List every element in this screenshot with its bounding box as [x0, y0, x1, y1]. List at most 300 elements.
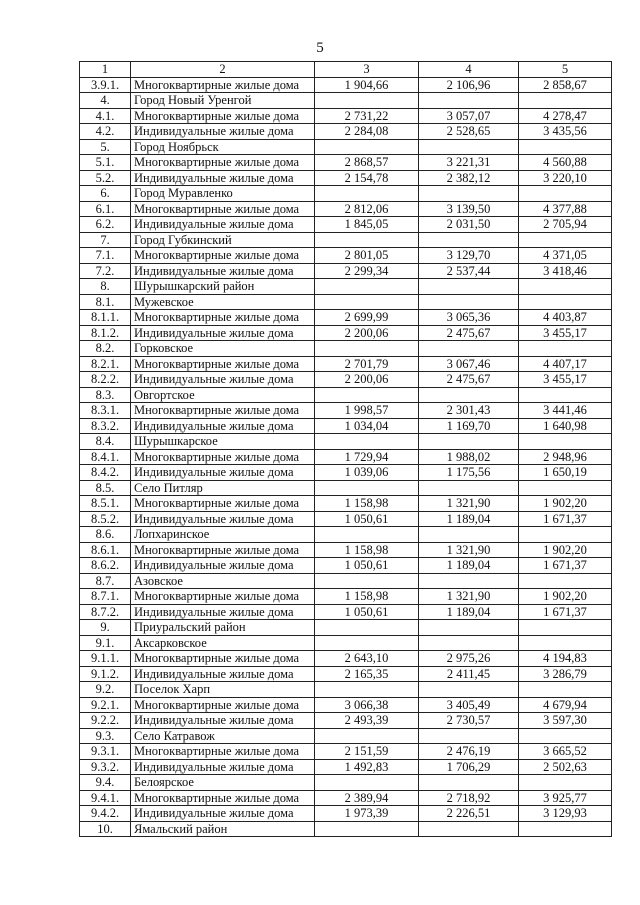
table-row — [80, 186, 612, 202]
row-number-cell: 8.7.1. — [80, 589, 131, 605]
table-row — [80, 573, 612, 589]
value-cell-col3: 2 701,79 — [315, 356, 419, 372]
row-name-cell: Индивидуальные жилые дома — [131, 217, 315, 233]
row-number-cell: 10. — [80, 821, 131, 837]
value-cell-col5 — [519, 775, 612, 791]
value-cell-col3 — [315, 728, 419, 744]
value-cell-col5 — [519, 387, 612, 403]
value-cell-col3: 1 050,61 — [315, 604, 419, 620]
value-cell-col5 — [519, 93, 612, 109]
value-cell-col5: 4 679,94 — [519, 697, 612, 713]
table-row — [80, 279, 612, 295]
row-number-cell: 7.1. — [80, 248, 131, 264]
row-number-cell: 8.2.1. — [80, 356, 131, 372]
value-cell-col5: 4 403,87 — [519, 310, 612, 326]
table-row — [80, 325, 612, 341]
row-name-cell: Многоквартирные жилые дома — [131, 155, 315, 171]
value-cell-col4: 3 067,46 — [419, 356, 519, 372]
value-cell-col4: 2 975,26 — [419, 651, 519, 667]
value-cell-col4 — [419, 821, 519, 837]
value-cell-col5 — [519, 620, 612, 636]
row-name-cell: Индивидуальные жилые дома — [131, 558, 315, 574]
table-row — [80, 294, 612, 310]
value-cell-col5: 3 286,79 — [519, 666, 612, 682]
value-cell-col4: 1 189,04 — [419, 511, 519, 527]
table-row — [80, 356, 612, 372]
row-number-cell: 8.4.1. — [80, 449, 131, 465]
value-cell-col4 — [419, 93, 519, 109]
row-name-cell: Мужевское — [131, 294, 315, 310]
value-cell-col4: 2 475,67 — [419, 325, 519, 341]
value-cell-col3: 1 158,98 — [315, 589, 419, 605]
table-row — [80, 682, 612, 698]
table-row — [80, 511, 612, 527]
row-name-cell: Индивидуальные жилые дома — [131, 759, 315, 775]
row-number-cell: 3.9.1. — [80, 77, 131, 93]
row-name-cell: Поселок Харп — [131, 682, 315, 698]
page-number: 5 — [316, 40, 324, 56]
value-cell-col4: 1 321,90 — [419, 496, 519, 512]
value-cell-col5: 3 418,46 — [519, 263, 612, 279]
row-number-cell: 8.3.1. — [80, 403, 131, 419]
table-row — [80, 170, 612, 186]
row-name-cell: Аксарковское — [131, 635, 315, 651]
row-number-cell: 8.5.1. — [80, 496, 131, 512]
row-number-cell: 7. — [80, 232, 131, 248]
row-name-cell: Многоквартирные жилые дома — [131, 77, 315, 93]
row-number-cell: 9.4.2. — [80, 806, 131, 822]
value-cell-col5: 2 858,67 — [519, 77, 612, 93]
value-cell-col3: 1 158,98 — [315, 496, 419, 512]
row-name-cell: Приуральский район — [131, 620, 315, 636]
value-cell-col3: 2 284,08 — [315, 124, 419, 140]
value-cell-col3: 2 801,05 — [315, 248, 419, 264]
value-cell-col5 — [519, 682, 612, 698]
value-cell-col3 — [315, 93, 419, 109]
value-cell-col5 — [519, 434, 612, 450]
row-name-cell: Многоквартирные жилые дома — [131, 589, 315, 605]
row-name-cell: Многоквартирные жилые дома — [131, 108, 315, 124]
value-cell-col5: 1 902,20 — [519, 496, 612, 512]
row-number-cell: 9.1. — [80, 635, 131, 651]
table-row — [80, 248, 612, 264]
table-row — [80, 496, 612, 512]
row-name-cell: Индивидуальные жилые дома — [131, 263, 315, 279]
value-cell-col3 — [315, 139, 419, 155]
row-number-cell: 5. — [80, 139, 131, 155]
value-cell-col3 — [315, 341, 419, 357]
value-cell-col3 — [315, 480, 419, 496]
row-number-cell: 5.1. — [80, 155, 131, 171]
value-cell-col4: 3 221,31 — [419, 155, 519, 171]
row-number-cell: 8.6.2. — [80, 558, 131, 574]
row-number-cell: 8.1. — [80, 294, 131, 310]
table-row — [80, 77, 612, 93]
value-cell-col3 — [315, 775, 419, 791]
value-cell-col4: 3 065,36 — [419, 310, 519, 326]
row-name-cell: Многоквартирные жилые дома — [131, 496, 315, 512]
row-name-cell: Белоярское — [131, 775, 315, 791]
value-cell-col4: 2 475,67 — [419, 372, 519, 388]
value-cell-col3 — [315, 821, 419, 837]
value-cell-col5: 3 129,93 — [519, 806, 612, 822]
value-cell-col4 — [419, 341, 519, 357]
value-cell-col4 — [419, 635, 519, 651]
table-row — [80, 139, 612, 155]
value-cell-col4 — [419, 434, 519, 450]
row-name-cell: Многоквартирные жилые дома — [131, 651, 315, 667]
row-number-cell: 9.3.1. — [80, 744, 131, 760]
value-cell-col4 — [419, 620, 519, 636]
value-cell-col5 — [519, 294, 612, 310]
value-cell-col5 — [519, 527, 612, 543]
value-cell-col3: 1 050,61 — [315, 558, 419, 574]
value-cell-col4: 2 106,96 — [419, 77, 519, 93]
row-number-cell: 8.7. — [80, 573, 131, 589]
row-number-cell: 6.2. — [80, 217, 131, 233]
value-cell-col3: 2 868,57 — [315, 155, 419, 171]
value-cell-col5 — [519, 728, 612, 744]
value-cell-col4: 3 405,49 — [419, 697, 519, 713]
row-number-cell: 9.1.2. — [80, 666, 131, 682]
row-number-cell: 4.2. — [80, 124, 131, 140]
table-row — [80, 666, 612, 682]
row-name-cell: Индивидуальные жилые дома — [131, 511, 315, 527]
value-cell-col3: 1 050,61 — [315, 511, 419, 527]
row-name-cell: Многоквартирные жилые дома — [131, 310, 315, 326]
value-cell-col3: 1 039,06 — [315, 465, 419, 481]
value-cell-col4 — [419, 232, 519, 248]
table-row — [80, 558, 612, 574]
value-cell-col3: 1 845,05 — [315, 217, 419, 233]
row-number-cell: 9.2. — [80, 682, 131, 698]
value-cell-col4 — [419, 186, 519, 202]
row-name-cell: Индивидуальные жилые дома — [131, 666, 315, 682]
row-name-cell: Село Питляр — [131, 480, 315, 496]
column-header: 1 — [80, 62, 131, 78]
value-cell-col5 — [519, 480, 612, 496]
row-number-cell: 9.4. — [80, 775, 131, 791]
table-row — [80, 232, 612, 248]
table-row — [80, 527, 612, 543]
table-row — [80, 542, 612, 558]
value-cell-col5 — [519, 139, 612, 155]
table-row — [80, 93, 612, 109]
row-number-cell: 8.2.2. — [80, 372, 131, 388]
row-name-cell: Горковское — [131, 341, 315, 357]
value-cell-col5 — [519, 279, 612, 295]
value-cell-col4: 1 321,90 — [419, 542, 519, 558]
table-row — [80, 124, 612, 140]
value-cell-col4: 2 382,12 — [419, 170, 519, 186]
value-cell-col3: 2 200,06 — [315, 372, 419, 388]
row-name-cell: Индивидуальные жилые дома — [131, 325, 315, 341]
value-cell-col5: 3 455,17 — [519, 325, 612, 341]
row-name-cell: Индивидуальные жилые дома — [131, 372, 315, 388]
value-cell-col5: 3 435,56 — [519, 124, 612, 140]
value-cell-col4: 2 537,44 — [419, 263, 519, 279]
row-number-cell: 6. — [80, 186, 131, 202]
row-number-cell: 9. — [80, 620, 131, 636]
row-number-cell: 9.3.2. — [80, 759, 131, 775]
table-row — [80, 217, 612, 233]
row-number-cell: 4.1. — [80, 108, 131, 124]
value-cell-col4: 2 226,51 — [419, 806, 519, 822]
value-cell-col5: 1 671,37 — [519, 511, 612, 527]
row-name-cell: Индивидуальные жилые дома — [131, 170, 315, 186]
value-cell-col5: 4 377,88 — [519, 201, 612, 217]
value-cell-col3 — [315, 294, 419, 310]
value-cell-col4 — [419, 573, 519, 589]
row-number-cell: 8. — [80, 279, 131, 295]
value-cell-col4: 1 189,04 — [419, 604, 519, 620]
row-name-cell: Многоквартирные жилые дома — [131, 356, 315, 372]
value-cell-col5: 3 925,77 — [519, 790, 612, 806]
row-name-cell: Индивидуальные жилые дома — [131, 604, 315, 620]
row-number-cell: 9.2.2. — [80, 713, 131, 729]
value-cell-col4 — [419, 279, 519, 295]
table-row — [80, 465, 612, 481]
value-cell-col3 — [315, 387, 419, 403]
row-name-cell: Индивидуальные жилые дома — [131, 713, 315, 729]
row-name-cell: Город Ноябрьск — [131, 139, 315, 155]
table-row — [80, 372, 612, 388]
value-cell-col5 — [519, 821, 612, 837]
table-row — [80, 728, 612, 744]
row-name-cell: Индивидуальные жилые дома — [131, 465, 315, 481]
value-cell-col5: 1 671,37 — [519, 558, 612, 574]
value-cell-col5: 1 640,98 — [519, 418, 612, 434]
row-number-cell: 8.5. — [80, 480, 131, 496]
row-number-cell: 8.6.1. — [80, 542, 131, 558]
value-cell-col4: 3 057,07 — [419, 108, 519, 124]
row-number-cell: 8.7.2. — [80, 604, 131, 620]
row-number-cell: 8.5.2. — [80, 511, 131, 527]
row-number-cell: 8.4.2. — [80, 465, 131, 481]
row-name-cell: Город Муравленко — [131, 186, 315, 202]
value-cell-col3 — [315, 279, 419, 295]
table-row — [80, 201, 612, 217]
row-number-cell: 8.6. — [80, 527, 131, 543]
table-row — [80, 635, 612, 651]
table-row — [80, 480, 612, 496]
row-number-cell: 8.2. — [80, 341, 131, 357]
row-number-cell: 5.2. — [80, 170, 131, 186]
value-cell-col4: 2 301,43 — [419, 403, 519, 419]
value-cell-col3: 2 165,35 — [315, 666, 419, 682]
table-row — [80, 651, 612, 667]
row-name-cell: Многоквартирные жилые дома — [131, 697, 315, 713]
table-row — [80, 806, 612, 822]
row-name-cell: Многоквартирные жилые дома — [131, 542, 315, 558]
value-cell-col3: 2 699,99 — [315, 310, 419, 326]
value-cell-col5: 4 194,83 — [519, 651, 612, 667]
row-name-cell: Село Катравож — [131, 728, 315, 744]
value-cell-col5: 3 455,17 — [519, 372, 612, 388]
table-row — [80, 620, 612, 636]
table-row — [80, 449, 612, 465]
value-cell-col4 — [419, 139, 519, 155]
value-cell-col5: 4 278,47 — [519, 108, 612, 124]
value-cell-col3 — [315, 635, 419, 651]
value-cell-col5: 4 371,05 — [519, 248, 612, 264]
row-name-cell: Индивидуальные жилые дома — [131, 124, 315, 140]
table-row — [80, 155, 612, 171]
value-cell-col5: 2 502,63 — [519, 759, 612, 775]
row-number-cell: 8.1.2. — [80, 325, 131, 341]
value-cell-col4: 2 476,19 — [419, 744, 519, 760]
value-cell-col5: 3 220,10 — [519, 170, 612, 186]
column-header: 3 — [315, 62, 419, 78]
table-row — [80, 341, 612, 357]
column-header: 4 — [419, 62, 519, 78]
row-number-cell: 6.1. — [80, 201, 131, 217]
value-cell-col3: 2 389,94 — [315, 790, 419, 806]
value-cell-col5 — [519, 232, 612, 248]
value-cell-col3 — [315, 186, 419, 202]
row-name-cell: Индивидуальные жилые дома — [131, 806, 315, 822]
table-row — [80, 790, 612, 806]
value-cell-col4: 2 730,57 — [419, 713, 519, 729]
value-cell-col5: 2 705,94 — [519, 217, 612, 233]
value-cell-col3: 1 729,94 — [315, 449, 419, 465]
table-row — [80, 108, 612, 124]
value-cell-col5 — [519, 341, 612, 357]
table-row — [80, 387, 612, 403]
row-number-cell: 9.3. — [80, 728, 131, 744]
value-cell-col3: 2 493,39 — [315, 713, 419, 729]
value-cell-col3 — [315, 573, 419, 589]
value-cell-col5: 4 407,17 — [519, 356, 612, 372]
row-name-cell: Многоквартирные жилые дома — [131, 248, 315, 264]
value-cell-col5 — [519, 573, 612, 589]
value-cell-col5 — [519, 186, 612, 202]
table-row — [80, 434, 612, 450]
value-cell-col3: 1 973,39 — [315, 806, 419, 822]
value-cell-col4: 1 169,70 — [419, 418, 519, 434]
row-number-cell: 9.1.1. — [80, 651, 131, 667]
row-number-cell: 7.2. — [80, 263, 131, 279]
value-cell-col3: 1 158,98 — [315, 542, 419, 558]
value-cell-col4: 2 411,45 — [419, 666, 519, 682]
value-cell-col3: 2 643,10 — [315, 651, 419, 667]
value-cell-col5: 1 671,37 — [519, 604, 612, 620]
value-cell-col4: 2 718,92 — [419, 790, 519, 806]
row-name-cell: Лопхаринское — [131, 527, 315, 543]
value-cell-col5: 2 948,96 — [519, 449, 612, 465]
row-number-cell: 9.4.1. — [80, 790, 131, 806]
value-cell-col5: 3 441,46 — [519, 403, 612, 419]
row-number-cell: 8.3.2. — [80, 418, 131, 434]
value-cell-col4 — [419, 775, 519, 791]
row-name-cell: Овгортское — [131, 387, 315, 403]
row-name-cell: Многоквартирные жилые дома — [131, 403, 315, 419]
value-cell-col3: 2 200,06 — [315, 325, 419, 341]
row-number-cell: 9.2.1. — [80, 697, 131, 713]
table-row — [80, 589, 612, 605]
value-cell-col3: 1 998,57 — [315, 403, 419, 419]
row-name-cell: Многоквартирные жилые дома — [131, 790, 315, 806]
row-name-cell: Многоквартирные жилые дома — [131, 201, 315, 217]
value-cell-col4 — [419, 387, 519, 403]
value-cell-col5: 1 902,20 — [519, 589, 612, 605]
value-cell-col4 — [419, 480, 519, 496]
table-row — [80, 604, 612, 620]
table-row — [80, 697, 612, 713]
value-cell-col4: 1 175,56 — [419, 465, 519, 481]
row-name-cell: Многоквартирные жилые дома — [131, 744, 315, 760]
value-cell-col4 — [419, 728, 519, 744]
table-row — [80, 310, 612, 326]
value-cell-col3 — [315, 620, 419, 636]
table-row — [80, 744, 612, 760]
row-name-cell: Азовское — [131, 573, 315, 589]
value-cell-col5: 4 560,88 — [519, 155, 612, 171]
table-header-row — [80, 62, 612, 78]
value-cell-col3: 3 066,38 — [315, 697, 419, 713]
row-number-cell: 8.3. — [80, 387, 131, 403]
row-name-cell: Город Новый Уренгой — [131, 93, 315, 109]
value-cell-col3: 2 812,06 — [315, 201, 419, 217]
value-cell-col4: 1 321,90 — [419, 589, 519, 605]
row-number-cell: 4. — [80, 93, 131, 109]
value-cell-col4 — [419, 527, 519, 543]
value-cell-col3: 1 904,66 — [315, 77, 419, 93]
value-cell-col4: 3 129,70 — [419, 248, 519, 264]
column-header: 5 — [519, 62, 612, 78]
table-row — [80, 418, 612, 434]
value-cell-col5: 1 902,20 — [519, 542, 612, 558]
value-cell-col3: 2 299,34 — [315, 263, 419, 279]
table-row — [80, 759, 612, 775]
column-header: 2 — [131, 62, 315, 78]
value-cell-col4 — [419, 682, 519, 698]
row-name-cell: Город Губкинский — [131, 232, 315, 248]
row-name-cell: Индивидуальные жилые дома — [131, 418, 315, 434]
value-cell-col4: 2 528,65 — [419, 124, 519, 140]
value-cell-col3 — [315, 232, 419, 248]
value-cell-col4 — [419, 294, 519, 310]
row-name-cell: Ямальский район — [131, 821, 315, 837]
row-name-cell: Шурышкарское — [131, 434, 315, 450]
value-cell-col3 — [315, 527, 419, 543]
value-cell-col4: 2 031,50 — [419, 217, 519, 233]
row-name-cell: Шурышкарский район — [131, 279, 315, 295]
value-cell-col4: 1 706,29 — [419, 759, 519, 775]
row-number-cell: 8.1.1. — [80, 310, 131, 326]
value-cell-col5: 3 665,52 — [519, 744, 612, 760]
table-row — [80, 403, 612, 419]
value-cell-col4: 1 189,04 — [419, 558, 519, 574]
value-cell-col4: 3 139,50 — [419, 201, 519, 217]
value-cell-col3: 2 154,78 — [315, 170, 419, 186]
value-cell-col3: 1 492,83 — [315, 759, 419, 775]
value-cell-col3: 2 731,22 — [315, 108, 419, 124]
value-cell-col3: 1 034,04 — [315, 418, 419, 434]
housing-cost-table — [79, 61, 612, 837]
value-cell-col4: 1 988,02 — [419, 449, 519, 465]
value-cell-col5 — [519, 635, 612, 651]
value-cell-col5: 3 597,30 — [519, 713, 612, 729]
value-cell-col3 — [315, 682, 419, 698]
row-name-cell: Многоквартирные жилые дома — [131, 449, 315, 465]
value-cell-col5: 1 650,19 — [519, 465, 612, 481]
table-row — [80, 775, 612, 791]
table-row — [80, 821, 612, 837]
table-row — [80, 263, 612, 279]
table-row — [80, 713, 612, 729]
value-cell-col3 — [315, 434, 419, 450]
